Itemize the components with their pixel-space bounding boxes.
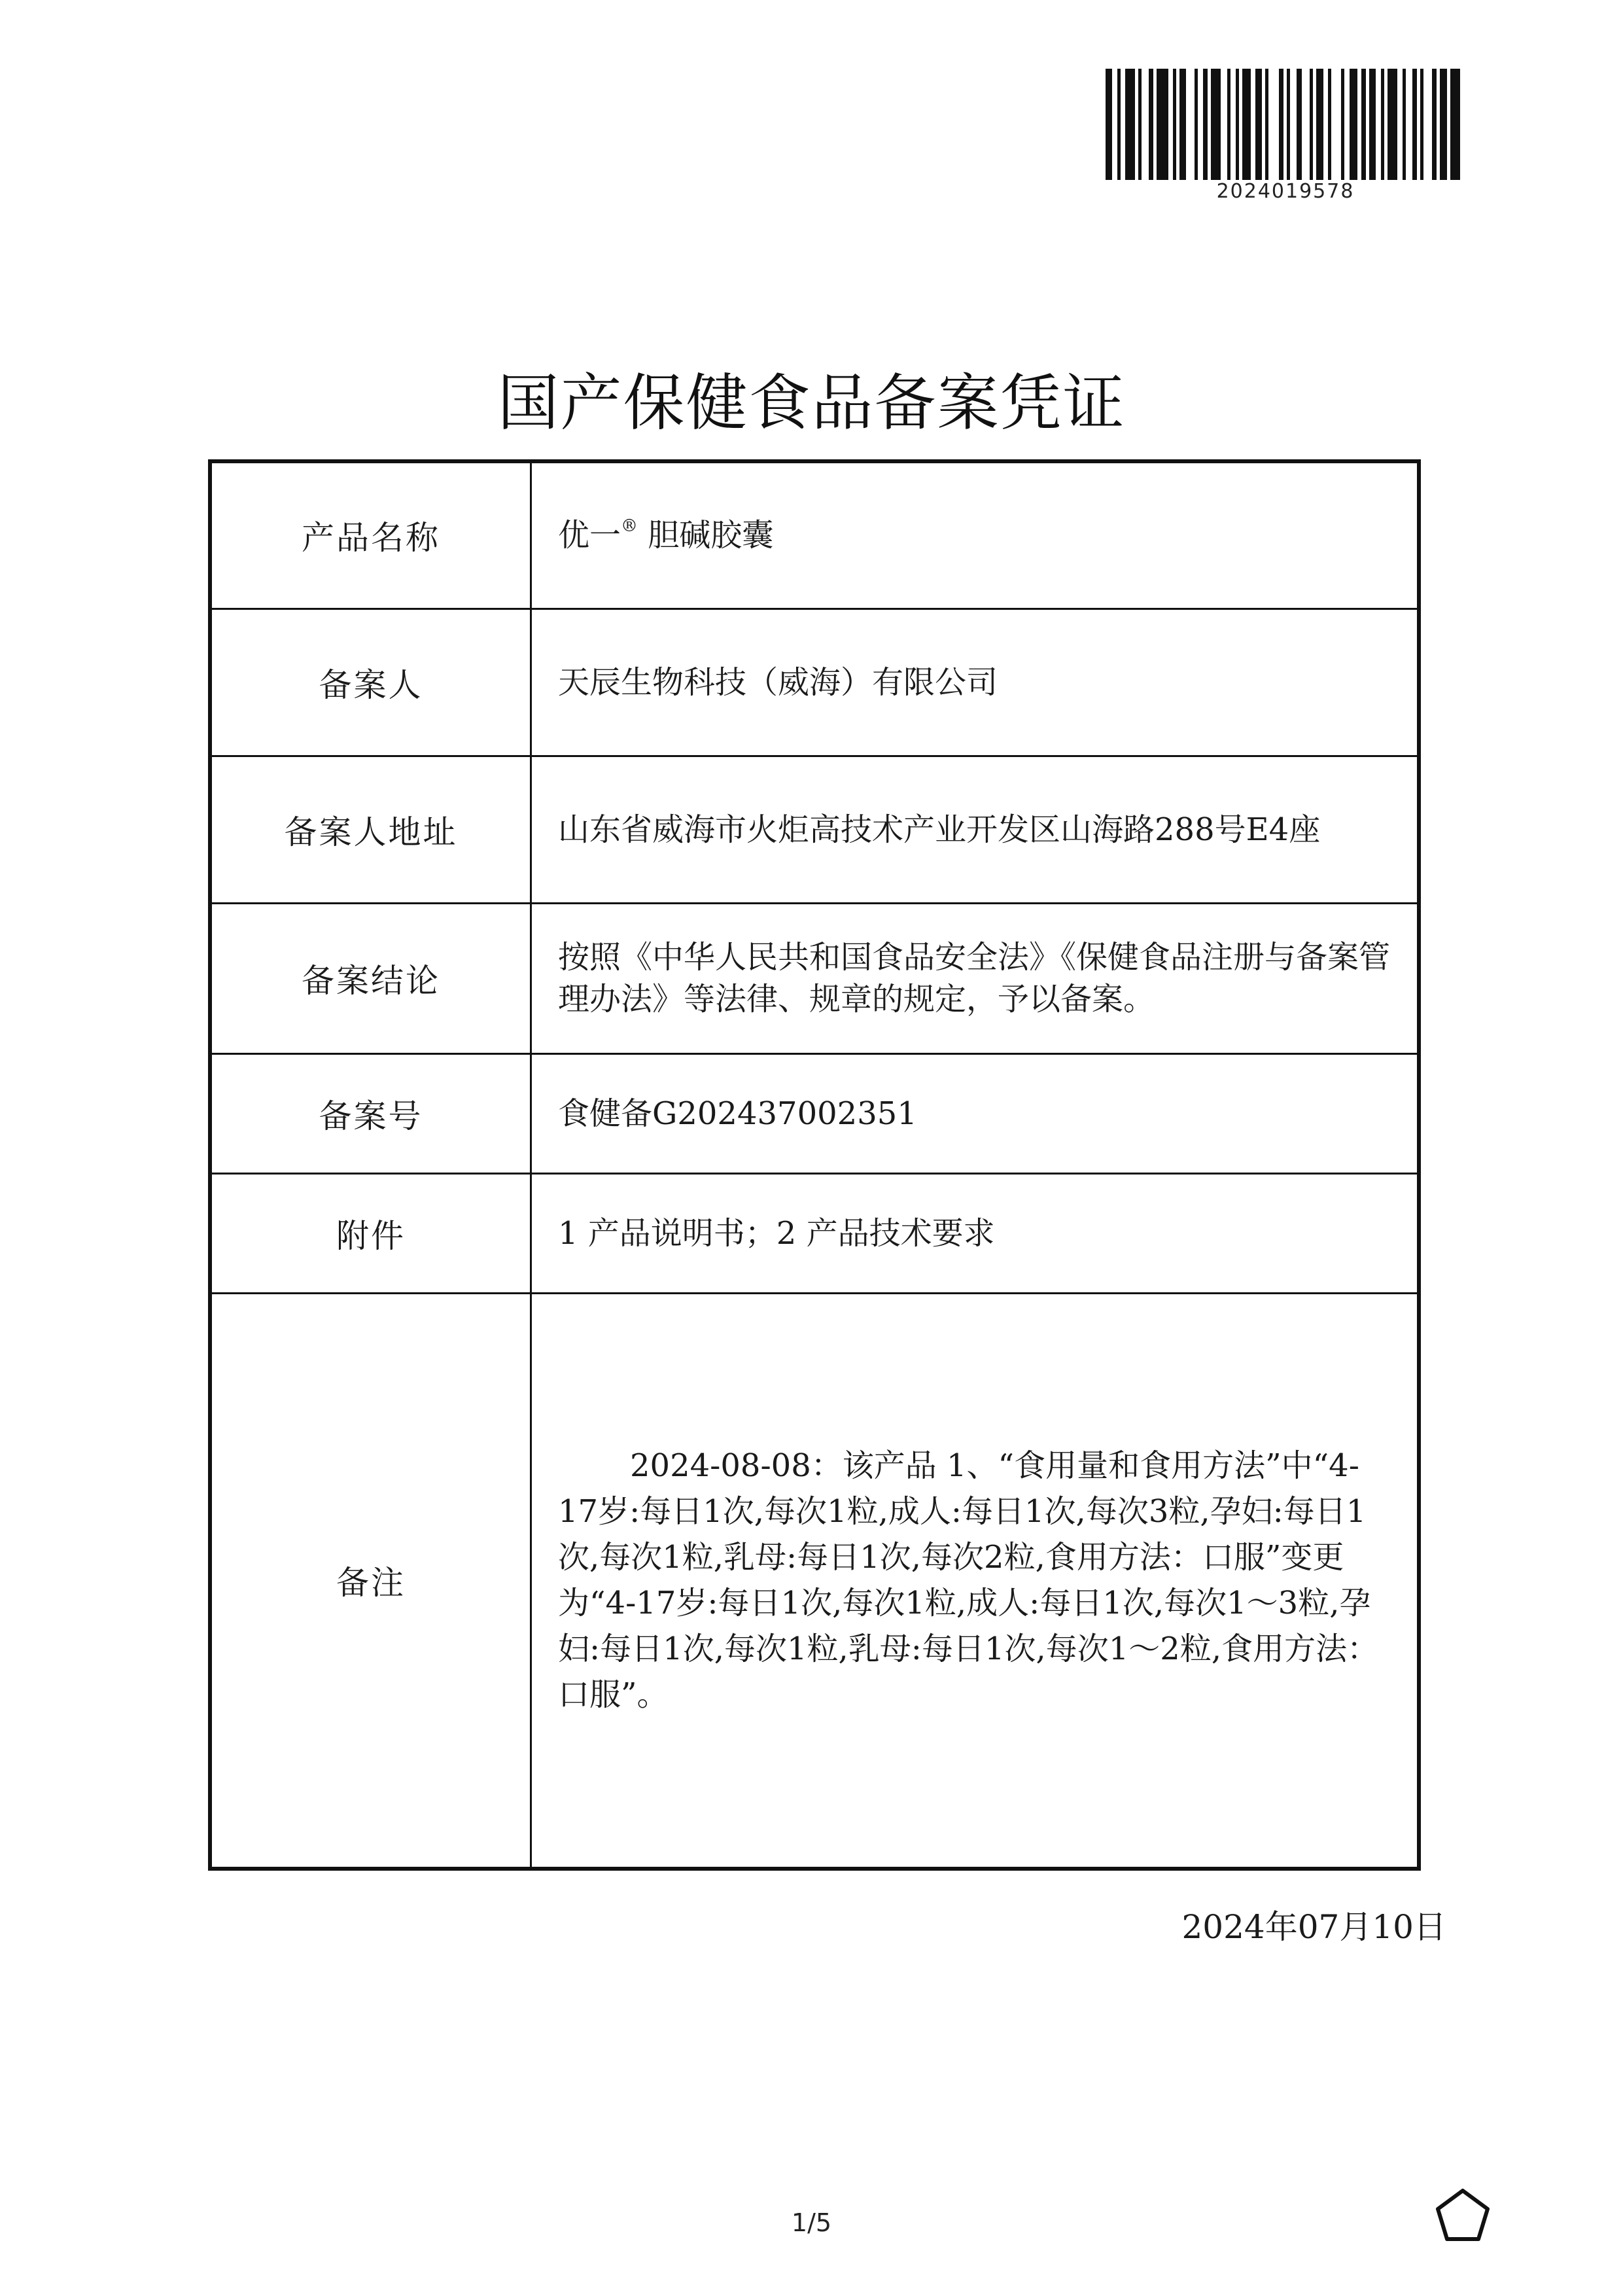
remarks-label: 备注: [210, 1293, 531, 1869]
product-name-text: 胆碱胶囊: [638, 517, 774, 554]
table-row-filing-number: [210, 1053, 1419, 1173]
table-row-attachments: [210, 1173, 1419, 1293]
product-name-label: 产品名称: [210, 461, 531, 609]
barcode-gap: [1112, 69, 1117, 180]
barcode-gap: [1397, 69, 1403, 180]
attachments-label: 附件: [210, 1173, 531, 1293]
filer-label: 备案人: [210, 609, 531, 756]
barcode-bar: [1432, 69, 1437, 180]
barcode-gap: [1230, 69, 1236, 180]
barcode-gap: [1121, 69, 1126, 180]
barcode-bar: [1203, 69, 1208, 180]
barcode-gap: [1268, 69, 1278, 180]
barcode-bars: [1106, 69, 1465, 180]
conclusion-label: 备案结论: [210, 903, 531, 1053]
barcode-bar: [1316, 69, 1323, 180]
barcode-bar: [1450, 69, 1460, 180]
registered-mark: ®: [621, 516, 638, 537]
barcode-bar: [1179, 69, 1186, 180]
filing-table: [208, 459, 1421, 1871]
barcode-bar: [1387, 69, 1397, 180]
barcode-bar: [1255, 69, 1262, 180]
remarks-value: 2024-08-08：该产品 1、“食用量和食用方法”中“4-17岁:每日1次,每次1粒,成人:每日1次,每次3粒,孕妇:每日1次,每次1粒,乳母:每日1次,每次2粒,食用方法：口服”变更为“4-17岁:每日1次,每次1粒,成人:每日1次,每次1～3粒,孕妇:每日1次,每次1粒,乳母:每日1次,每次1～2粒,食用方法：口服”。: [558, 1447, 1379, 1714]
barcode-gap: [1331, 69, 1341, 180]
barcode-bar: [1350, 69, 1358, 180]
barcode-gap: [1251, 69, 1256, 180]
barcode-gap: [1290, 69, 1297, 180]
barcode-gap: [1186, 69, 1195, 180]
attachments-value: 1 产品说明书；2 产品技术要求: [531, 1173, 1420, 1293]
barcode-bar: [1279, 69, 1284, 180]
filing-number-label: 备案号: [210, 1053, 531, 1173]
barcode-number: 2024019578: [1216, 180, 1355, 203]
filer-address-value: 山东省威海市火炬高技术产业开发区山海路288号E4座: [531, 756, 1420, 903]
barcode-gap: [1344, 69, 1350, 180]
barcode-bar: [1125, 69, 1135, 180]
barcode-bar: [1412, 69, 1418, 180]
table-row-conclusion: [210, 903, 1419, 1053]
barcode-gap: [1423, 69, 1432, 180]
pentagon-icon: [1433, 2185, 1493, 2246]
barcode-gap: [1406, 69, 1412, 180]
barcode-gap: [1168, 69, 1174, 180]
barcode-bar: [1211, 69, 1221, 180]
table-row-remarks: [210, 1293, 1419, 1869]
filer-address-label: 备案人地址: [210, 756, 531, 903]
issue-date: 2024年07月10日: [1181, 1908, 1446, 1946]
barcode-bar: [1361, 69, 1367, 180]
barcode-gap: [1460, 69, 1465, 180]
barcode-bar: [1157, 69, 1168, 180]
barcode-gap: [1221, 69, 1227, 180]
product-name-value: [531, 461, 1420, 609]
barcode-gap: [1302, 69, 1310, 180]
product-brand: 优一: [558, 517, 621, 554]
remarks-cell: [531, 1293, 1420, 1869]
barcode-gap: [1142, 69, 1148, 180]
conclusion-value: 按照《中华人民共和国食品安全法》《保健食品注册与备案管理办法》等法律、规章的规定，予以备案。: [531, 903, 1420, 1053]
table-row-filer-address: [210, 756, 1419, 903]
barcode-gap: [1198, 69, 1203, 180]
table-row-product-name: [210, 461, 1419, 609]
barcode-bar: [1106, 69, 1112, 180]
barcode-gap: [1376, 69, 1381, 180]
filing-number-value: 食健备G202437002351: [531, 1053, 1420, 1173]
barcode-gap: [1323, 69, 1329, 180]
barcode-bar: [1440, 69, 1446, 180]
barcode-bar: [1369, 69, 1376, 180]
filer-value: 天辰生物科技（威海）有限公司: [531, 609, 1420, 756]
document-title: 国产保健食品备案凭证: [497, 368, 1126, 439]
barcode-bar: [1242, 69, 1251, 180]
page-number: 1/5: [791, 2208, 832, 2237]
barcode-bar: [1297, 69, 1302, 180]
barcode-bar: [1149, 69, 1154, 180]
barcode: [1106, 69, 1465, 206]
table-row-filer: [210, 609, 1419, 756]
